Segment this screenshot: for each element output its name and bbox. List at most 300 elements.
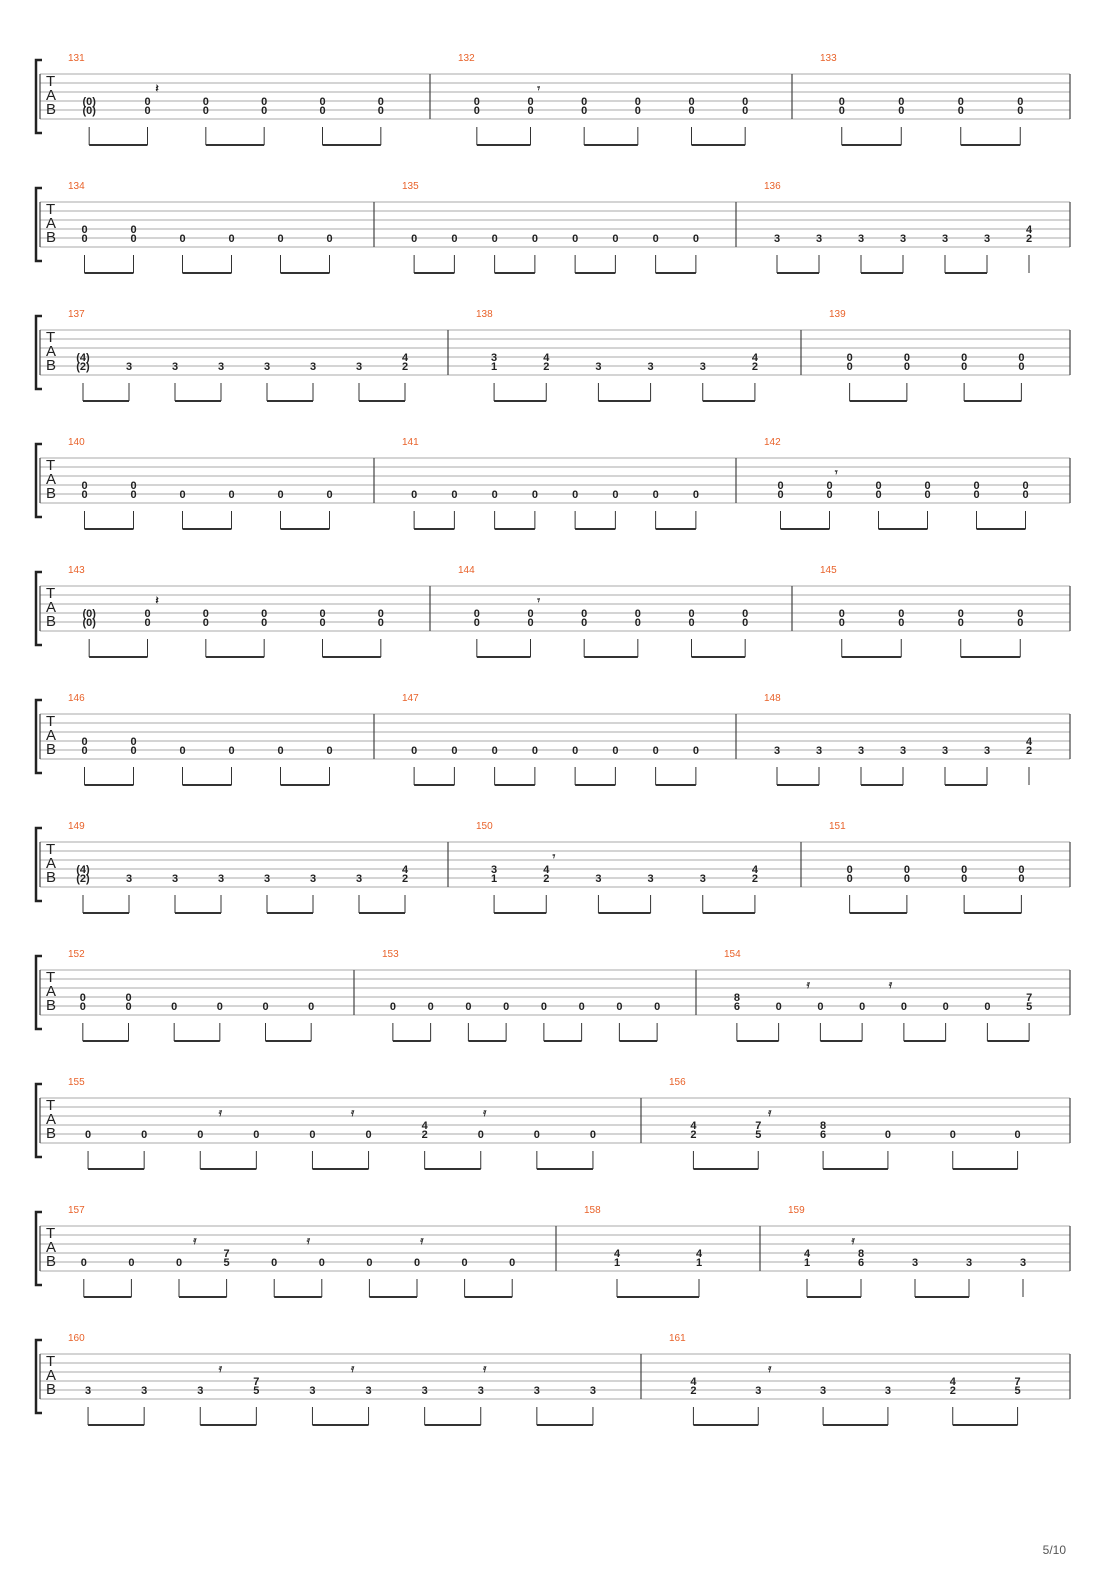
chord xyxy=(217,1001,223,1041)
fret-number: 0 xyxy=(261,617,268,629)
chord xyxy=(961,864,967,913)
fret-number: 0 xyxy=(531,745,538,757)
chord xyxy=(690,1376,697,1425)
fret-number: 8 xyxy=(857,1248,865,1260)
fret-number: 0 xyxy=(826,489,833,501)
rest: 𝄾 xyxy=(537,595,541,607)
fret-number: 3 xyxy=(1019,1257,1027,1269)
chord xyxy=(197,1385,203,1425)
fret-number: 0 xyxy=(616,1001,623,1013)
tab-clef-letter: A xyxy=(46,343,57,360)
measure xyxy=(829,309,1024,401)
fret-number: 0 xyxy=(125,992,132,1004)
fret-number: 0 xyxy=(692,489,699,501)
fret-number: 0 xyxy=(875,480,882,492)
fret-number: 7 xyxy=(223,1248,230,1260)
fret-number: 3 xyxy=(647,873,654,885)
chord xyxy=(309,1385,315,1425)
fret-number: 3 xyxy=(857,233,865,245)
chord xyxy=(130,224,136,273)
chord xyxy=(277,233,283,273)
rest: 𝄿 xyxy=(350,1363,355,1375)
chord xyxy=(326,489,332,529)
fret-number: 3 xyxy=(171,361,179,373)
measure-number: 150 xyxy=(476,821,493,832)
chord xyxy=(203,608,209,657)
tab-system xyxy=(36,1333,1070,1425)
fret-number: 2 xyxy=(401,873,409,885)
tab-clef-letter: B xyxy=(46,869,57,886)
fret-number: 0 xyxy=(973,480,980,492)
chord xyxy=(635,96,641,145)
chord xyxy=(428,1001,434,1041)
chord xyxy=(774,745,780,785)
chord xyxy=(81,1257,87,1297)
fret-number: 2 xyxy=(690,1385,697,1397)
system-bracket xyxy=(36,700,42,773)
chord xyxy=(958,96,964,145)
fret-number: 0 xyxy=(903,352,910,364)
chord xyxy=(390,1001,396,1041)
measure xyxy=(68,437,333,529)
fret-number: 0 xyxy=(652,489,659,501)
fret-number: 0 xyxy=(961,873,968,885)
chord xyxy=(700,873,706,913)
tab-clef-letter: A xyxy=(46,983,57,1000)
fret-number: 0 xyxy=(742,617,749,629)
chord xyxy=(1018,864,1024,913)
fret-number: 0 xyxy=(319,608,326,620)
fret-number: 3 xyxy=(699,361,706,373)
tab-clef-letter: B xyxy=(46,1381,57,1398)
measure-number: 157 xyxy=(68,1205,85,1216)
chord xyxy=(365,1129,371,1169)
chord xyxy=(128,1257,134,1297)
fret-number: 0 xyxy=(572,233,579,245)
fret-number: 0 xyxy=(130,224,137,236)
chord xyxy=(776,1001,782,1041)
fret-number: 0 xyxy=(308,1001,315,1013)
fret-number: 0 xyxy=(175,1257,183,1269)
measure-number: 142 xyxy=(764,437,781,448)
fret-number: 3 xyxy=(983,233,991,245)
measure-number: 151 xyxy=(829,821,846,832)
chord xyxy=(1026,992,1032,1041)
chord xyxy=(141,1385,147,1425)
tab-clef-letter: A xyxy=(46,87,57,104)
fret-number: 3 xyxy=(983,745,991,757)
fret-number: 0 xyxy=(130,233,137,245)
chord xyxy=(885,1129,891,1169)
chord xyxy=(958,608,964,657)
chord xyxy=(742,96,748,145)
fret-number: 0 xyxy=(612,489,619,501)
fret-number: 3 xyxy=(309,1385,316,1397)
fret-number: 3 xyxy=(884,1385,891,1397)
fret-number: 0 xyxy=(533,1129,540,1141)
fret-number: 0 xyxy=(589,1129,597,1141)
fret-number: 0 xyxy=(451,233,458,245)
chord xyxy=(264,361,270,401)
chord xyxy=(126,873,132,913)
fret-number: 0 xyxy=(688,608,695,620)
chord xyxy=(532,489,538,529)
rest: 𝄿 xyxy=(483,1363,487,1375)
fret-number: 0 xyxy=(581,96,588,108)
fret-number: 3 xyxy=(263,361,271,373)
fret-number: 0 xyxy=(141,1129,148,1141)
fret-number: 0 xyxy=(527,96,534,108)
chord xyxy=(693,489,699,529)
chord xyxy=(755,1385,761,1425)
tab-system xyxy=(36,821,1070,913)
chord xyxy=(820,1385,826,1425)
fret-number: (2) xyxy=(76,873,90,885)
measure-number: 148 xyxy=(764,693,781,704)
fret-number: 0 xyxy=(261,96,268,108)
fret-number: 0 xyxy=(1022,480,1029,492)
measure xyxy=(68,181,333,273)
fret-number: 3 xyxy=(755,1385,762,1397)
fret-number: 0 xyxy=(846,873,853,885)
tab-clef-letter: B xyxy=(46,229,57,246)
chord xyxy=(653,745,659,785)
tab-clef-letter: B xyxy=(46,101,57,118)
measure-number: 156 xyxy=(669,1077,686,1088)
tab-clef-letter: A xyxy=(46,471,57,488)
fret-number: 8 xyxy=(820,1120,827,1132)
chord xyxy=(826,480,832,529)
fret-number: 0 xyxy=(527,105,534,117)
tab-clef-letter: A xyxy=(46,1239,57,1256)
chord xyxy=(262,1001,268,1041)
measure xyxy=(402,437,699,529)
rest: 𝄿 xyxy=(420,1235,424,1247)
fret-number: 0 xyxy=(125,1001,132,1013)
rest: 𝄿 xyxy=(483,1107,487,1119)
fret-number: 3 xyxy=(773,745,781,757)
chord xyxy=(612,233,618,273)
fret-number: 0 xyxy=(318,1257,325,1269)
chord xyxy=(261,608,267,657)
chord xyxy=(817,1001,823,1041)
tab-clef-letter: A xyxy=(46,599,57,616)
tab-system xyxy=(36,1077,1070,1169)
measure-number: 159 xyxy=(788,1205,805,1216)
fret-number: (0) xyxy=(82,105,96,117)
measure xyxy=(764,693,1033,785)
rest: 𝄿 xyxy=(193,1235,197,1247)
fret-number: 4 xyxy=(751,352,758,364)
chord xyxy=(130,480,136,529)
chord xyxy=(356,873,362,913)
chord xyxy=(326,233,332,273)
fret-number: 0 xyxy=(817,1001,824,1013)
fret-number: 4 xyxy=(401,864,409,876)
chord xyxy=(858,745,864,785)
chord xyxy=(898,608,904,657)
fret-number: 0 xyxy=(366,1257,373,1269)
chord xyxy=(653,489,659,529)
rest: 𝄿 xyxy=(218,1363,222,1375)
chord xyxy=(411,489,417,529)
fret-number: 0 xyxy=(846,352,853,364)
page-number: 5/10 xyxy=(1042,1543,1066,1557)
fret-number: 0 xyxy=(319,105,326,117)
chord xyxy=(534,1385,540,1425)
fret-number: 0 xyxy=(838,105,845,117)
fret-number: 0 xyxy=(144,105,151,117)
measure xyxy=(382,949,660,1041)
fret-number: 0 xyxy=(79,992,86,1004)
fret-number: 0 xyxy=(903,864,910,876)
chord xyxy=(80,992,86,1041)
chord xyxy=(478,1385,484,1425)
fret-number: 3 xyxy=(589,1385,597,1397)
tab-clef-letter: T xyxy=(46,329,56,346)
chord xyxy=(356,361,362,401)
fret-number: 0 xyxy=(228,233,235,245)
measure-number: 132 xyxy=(458,53,475,64)
measure-number: 137 xyxy=(68,309,85,320)
fret-number: (2) xyxy=(76,361,90,373)
fret-number: 2 xyxy=(543,361,550,373)
chord xyxy=(172,361,178,401)
tab-clef-letter: B xyxy=(46,1253,57,1270)
fret-number: 3 xyxy=(899,233,907,245)
chord xyxy=(924,480,930,529)
fret-number: 0 xyxy=(130,745,137,757)
chord xyxy=(900,233,906,273)
tab-system xyxy=(36,693,1070,785)
tab-clef-letter: B xyxy=(46,357,57,374)
chord xyxy=(532,745,538,785)
chord xyxy=(309,1129,315,1169)
fret-number: 0 xyxy=(473,105,480,117)
chord xyxy=(509,1257,515,1297)
fret-number: 0 xyxy=(171,1001,178,1013)
chord xyxy=(648,873,654,913)
fret-number: 1 xyxy=(613,1257,621,1269)
fret-number: 0 xyxy=(197,1129,204,1141)
fret-number: 3 xyxy=(477,1385,484,1397)
chord xyxy=(271,1257,277,1297)
chord xyxy=(81,480,87,529)
system-bracket xyxy=(36,1212,42,1285)
fret-number: 0 xyxy=(81,489,88,501)
fret-number: 0 xyxy=(652,233,659,245)
fret-number: 0 xyxy=(742,105,749,117)
fret-number: 0 xyxy=(473,617,480,629)
chord xyxy=(366,1257,372,1297)
fret-number: 3 xyxy=(911,1257,919,1269)
fret-number: 3 xyxy=(773,233,781,245)
fret-number: 7 xyxy=(1026,992,1033,1004)
fret-number: 0 xyxy=(81,745,88,757)
fret-number: 5 xyxy=(253,1385,260,1397)
chord xyxy=(900,745,906,785)
chord xyxy=(277,489,283,529)
fret-number: 0 xyxy=(572,489,579,501)
chord xyxy=(898,96,904,145)
tab-clef-letter: T xyxy=(46,1353,56,1370)
measure xyxy=(68,693,333,785)
measure-number: 149 xyxy=(68,821,85,832)
tab-clef-letter: T xyxy=(46,713,56,730)
measure xyxy=(68,1333,596,1425)
tab-clef-letter: A xyxy=(46,215,57,232)
fret-number: 4 xyxy=(543,352,550,364)
chord xyxy=(774,233,780,273)
chord xyxy=(462,1257,468,1297)
system-bracket xyxy=(36,956,42,1029)
measure xyxy=(68,949,314,1041)
fret-number: 0 xyxy=(491,233,498,245)
fret-number: (0) xyxy=(82,617,96,629)
chord xyxy=(451,745,457,785)
fret-number: 0 xyxy=(612,745,619,757)
fret-number: 3 xyxy=(699,873,706,885)
fret-number: 0 xyxy=(898,608,905,620)
fret-number: 0 xyxy=(377,96,384,108)
chord xyxy=(752,352,759,401)
fret-number: 2 xyxy=(543,873,550,885)
fret-number: 0 xyxy=(503,1001,510,1013)
chord xyxy=(378,96,384,145)
chord xyxy=(581,96,587,145)
fret-number: 0 xyxy=(81,480,88,492)
fret-number: 0 xyxy=(949,1129,956,1141)
fret-number: 0 xyxy=(491,489,498,501)
measure xyxy=(68,309,409,401)
tab-system xyxy=(36,309,1070,401)
fret-number: 3 xyxy=(84,1385,92,1397)
chord xyxy=(264,873,270,913)
chord xyxy=(820,1120,826,1169)
fret-number: 0 xyxy=(1017,608,1024,620)
chord xyxy=(130,736,136,785)
fret-number: 0 xyxy=(826,480,833,492)
chord xyxy=(579,1001,585,1041)
chord xyxy=(572,233,578,273)
fret-number: 0 xyxy=(228,489,235,501)
fret-number: 0 xyxy=(81,736,88,748)
chord xyxy=(984,745,990,785)
fret-number: 7 xyxy=(253,1376,260,1388)
fret-number: 3 xyxy=(355,361,363,373)
chord xyxy=(693,745,699,785)
chord xyxy=(76,352,90,401)
fret-number: 0 xyxy=(1014,1129,1021,1141)
measure xyxy=(669,1333,1021,1425)
fret-number: 4 xyxy=(543,864,550,876)
chord xyxy=(1026,736,1033,785)
rest: 𝄿 xyxy=(768,1363,772,1375)
fret-number: 3 xyxy=(171,873,179,885)
system-bracket xyxy=(36,188,42,261)
rest: 𝄿 xyxy=(350,1107,355,1119)
fret-number: 4 xyxy=(803,1248,811,1260)
fret-number: 0 xyxy=(1022,489,1029,501)
fret-number: 1 xyxy=(491,361,498,373)
measure-number: 155 xyxy=(68,1077,85,1088)
fret-number: 0 xyxy=(179,745,186,757)
chord xyxy=(984,1001,990,1041)
fret-number: 0 xyxy=(634,617,641,629)
fret-number: 0 xyxy=(634,105,641,117)
measure xyxy=(820,53,1023,145)
chord xyxy=(690,1120,697,1169)
measure xyxy=(68,53,384,145)
chord xyxy=(451,489,457,529)
chord xyxy=(742,608,748,657)
fret-number: 0 xyxy=(319,617,326,629)
rest: 𝄿 xyxy=(218,1107,222,1119)
chord xyxy=(696,1248,703,1297)
fret-number: 3 xyxy=(355,873,363,885)
fret-number: 0 xyxy=(216,1001,223,1013)
fret-number: 0 xyxy=(411,489,418,501)
system-bracket xyxy=(36,444,42,517)
fret-number: 0 xyxy=(924,489,931,501)
fret-number: 0 xyxy=(377,105,384,117)
chord xyxy=(541,1001,547,1041)
fret-number: 0 xyxy=(202,96,209,108)
fret-number: 0 xyxy=(228,745,235,757)
chord xyxy=(885,1385,891,1425)
measure-number: 138 xyxy=(476,309,493,320)
chord xyxy=(326,745,332,785)
fret-number: 7 xyxy=(1014,1376,1021,1388)
chord xyxy=(572,489,578,529)
chord xyxy=(543,864,550,913)
chord xyxy=(654,1001,660,1041)
measure xyxy=(402,693,699,785)
measure-number: 146 xyxy=(68,693,85,704)
measure xyxy=(458,565,748,657)
chord xyxy=(422,1385,428,1425)
chord xyxy=(527,96,533,145)
tab-clef-letter: A xyxy=(46,1111,57,1128)
chord xyxy=(1015,1129,1021,1169)
fret-number: 4 xyxy=(401,352,409,364)
fret-number: 0 xyxy=(179,489,186,501)
fret-number: 2 xyxy=(690,1129,697,1141)
fret-number: 3 xyxy=(965,1257,973,1269)
fret-number: 3 xyxy=(595,873,602,885)
fret-number: 2 xyxy=(751,361,758,373)
chord xyxy=(1018,352,1024,401)
fret-number: 0 xyxy=(957,105,964,117)
chord xyxy=(365,1385,371,1425)
fret-number: 4 xyxy=(690,1376,697,1388)
fret-number: 0 xyxy=(578,1001,585,1013)
fret-number: 0 xyxy=(900,1001,907,1013)
fret-number: 0 xyxy=(1018,361,1025,373)
fret-number: 0 xyxy=(473,608,480,620)
chord xyxy=(218,361,224,401)
fret-number: 0 xyxy=(777,480,784,492)
chord xyxy=(688,608,694,657)
fret-number: 0 xyxy=(654,1001,661,1013)
fret-number: 0 xyxy=(253,1129,260,1141)
fret-number: 3 xyxy=(197,1385,204,1397)
fret-number: 0 xyxy=(581,608,588,620)
fret-number: 6 xyxy=(733,1001,740,1013)
measure xyxy=(584,1205,703,1297)
fret-number: 0 xyxy=(634,608,641,620)
fret-number: 4 xyxy=(421,1120,428,1132)
